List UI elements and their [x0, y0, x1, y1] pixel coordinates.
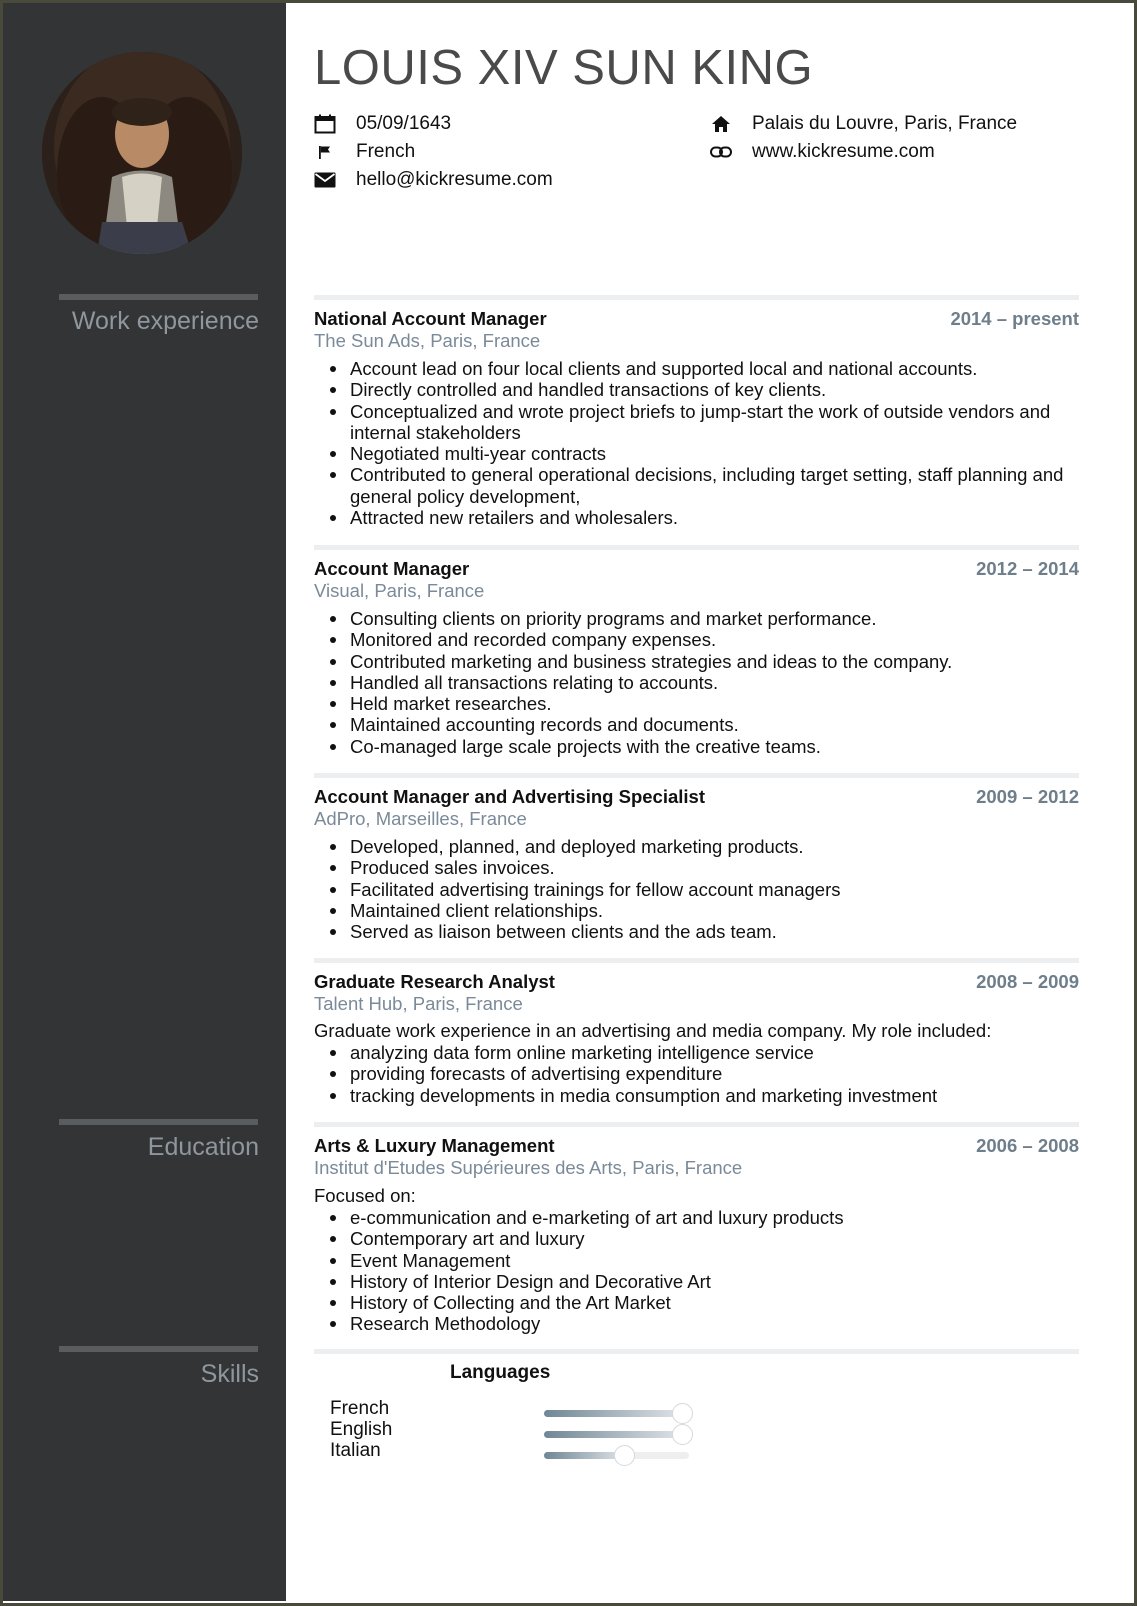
list-item: Monitored and recorded company expenses. — [350, 629, 1085, 650]
list-item: Conceptualized and wrote project briefs to jump-start the work of outside vendors and internal stakeholders — [350, 401, 1085, 444]
job-date: 2014 – present — [950, 308, 1079, 329]
candidate-name: LOUIS XIV SUN KING — [314, 41, 814, 95]
education-intro: Focused on: — [314, 1185, 416, 1206]
job-intro: Graduate work experience in an advertising and media company. My role included: — [314, 1020, 992, 1041]
contact-website[interactable] — [708, 141, 935, 163]
section-divider — [314, 545, 1079, 550]
flag-icon — [312, 141, 338, 163]
job-title: Graduate Research Analyst — [314, 971, 555, 992]
list-item: Contemporary art and luxury — [350, 1228, 1085, 1249]
section-divider — [314, 1349, 1079, 1354]
list-item: Held market researches. — [350, 693, 1085, 714]
website-text[interactable]: www.kickresume.com — [752, 141, 935, 162]
list-item: Directly controlled and handled transactions of key clients. — [350, 379, 1085, 400]
section-divider — [314, 958, 1079, 963]
contact-email[interactable] — [312, 169, 553, 191]
education-date: 2006 – 2008 — [976, 1135, 1079, 1156]
sidebar-rule-work — [59, 294, 258, 300]
list-item: History of Interior Design and Decorative Art — [350, 1271, 1085, 1292]
list-item: Produced sales invoices. — [350, 857, 1085, 878]
section-divider — [314, 1122, 1079, 1127]
job-bullets — [314, 608, 1085, 757]
sidebar-title-skills: Skills — [200, 1360, 259, 1388]
job-title: Account Manager and Advertising Specialist — [314, 786, 705, 807]
email-icon — [312, 169, 338, 191]
list-item: tracking developments in media consumption and marketing investment — [350, 1085, 1085, 1106]
list-item: Developed, planned, and deployed marketing products. — [350, 836, 1085, 857]
list-item: Event Management — [350, 1250, 1085, 1271]
job-date: 2012 – 2014 — [976, 558, 1079, 579]
calendar-icon — [312, 113, 338, 135]
section-divider — [314, 295, 1079, 300]
nationality-text: French — [356, 141, 416, 162]
language-name: English — [330, 1419, 393, 1440]
list-item: Negotiated multi-year contracts — [350, 443, 1085, 464]
contact-birthdate — [312, 113, 451, 135]
list-item: Served as liaison between clients and the ads team. — [350, 921, 1085, 942]
address-text: Palais du Louvre, Paris, France — [752, 113, 1018, 134]
job-bullets — [314, 836, 1085, 942]
sidebar-title-work: Work experience — [71, 307, 259, 335]
profile-photo — [42, 52, 242, 254]
language-level-bar — [544, 1410, 689, 1417]
job-place: Talent Hub, Paris, France — [314, 993, 523, 1014]
email-text[interactable]: hello@kickresume.com — [356, 169, 553, 190]
list-item: Attracted new retailers and wholesalers. — [350, 507, 1085, 528]
language-level-fill — [544, 1431, 682, 1438]
job-title: Account Manager — [314, 558, 470, 579]
job-bullets — [314, 358, 1085, 528]
contact-address — [708, 113, 1017, 135]
language-level-bar — [544, 1431, 689, 1438]
language-name: French — [330, 1398, 390, 1419]
job-place: AdPro, Marseilles, France — [314, 808, 527, 829]
list-item: Consulting clients on priority programs and market performance. — [350, 608, 1085, 629]
list-item: analyzing data form online marketing intelligence service — [350, 1042, 1085, 1063]
language-level-fill — [544, 1410, 682, 1417]
sidebar-rule-education — [59, 1119, 258, 1125]
job-bullets — [314, 1042, 1085, 1106]
language-level-knob — [614, 1445, 635, 1466]
language-level-knob — [672, 1403, 693, 1424]
language-level-knob — [672, 1424, 693, 1445]
job-date: 2008 – 2009 — [976, 971, 1079, 992]
contact-nationality — [312, 141, 415, 163]
language-level-fill — [544, 1452, 624, 1459]
section-divider — [314, 773, 1079, 778]
languages-heading: Languages — [450, 1362, 551, 1383]
list-item: Handled all transactions relating to accounts. — [350, 672, 1085, 693]
education-place: Institut d'Etudes Supérieures des Arts, Paris, France — [314, 1157, 743, 1178]
list-item: Account lead on four local clients and supported local and national accounts. — [350, 358, 1085, 379]
list-item: e-communication and e-marketing of art and luxury products — [350, 1207, 1085, 1228]
job-place: Visual, Paris, France — [314, 580, 485, 601]
list-item: Maintained accounting records and documents. — [350, 714, 1085, 735]
education-bullets — [314, 1207, 1085, 1335]
job-title: National Account Manager — [314, 308, 547, 329]
list-item: Co-managed large scale projects with the creative teams. — [350, 736, 1085, 757]
list-item: Contributed marketing and business strategies and ideas to the company. — [350, 651, 1085, 672]
education-title: Arts & Luxury Management — [314, 1135, 555, 1156]
job-date: 2009 – 2012 — [976, 786, 1079, 807]
list-item: Maintained client relationships. — [350, 900, 1085, 921]
list-item: History of Collecting and the Art Market — [350, 1292, 1085, 1313]
list-item: Contributed to general operational decisions, including target setting, staff planning and general policy development, — [350, 464, 1085, 507]
list-item: Research Methodology — [350, 1313, 1085, 1334]
link-icon — [708, 141, 734, 163]
job-place: The Sun Ads, Paris, France — [314, 330, 541, 351]
list-item: providing forecasts of advertising expenditure — [350, 1063, 1085, 1084]
birthdate-text: 05/09/1643 — [356, 113, 452, 134]
home-icon — [708, 113, 734, 135]
language-name: Italian — [330, 1440, 381, 1461]
language-level-bar — [544, 1452, 689, 1459]
list-item: Facilitated advertising trainings for fellow account managers — [350, 879, 1085, 900]
sidebar-rule-skills — [59, 1346, 258, 1352]
sidebar-title-education: Education — [147, 1133, 259, 1161]
